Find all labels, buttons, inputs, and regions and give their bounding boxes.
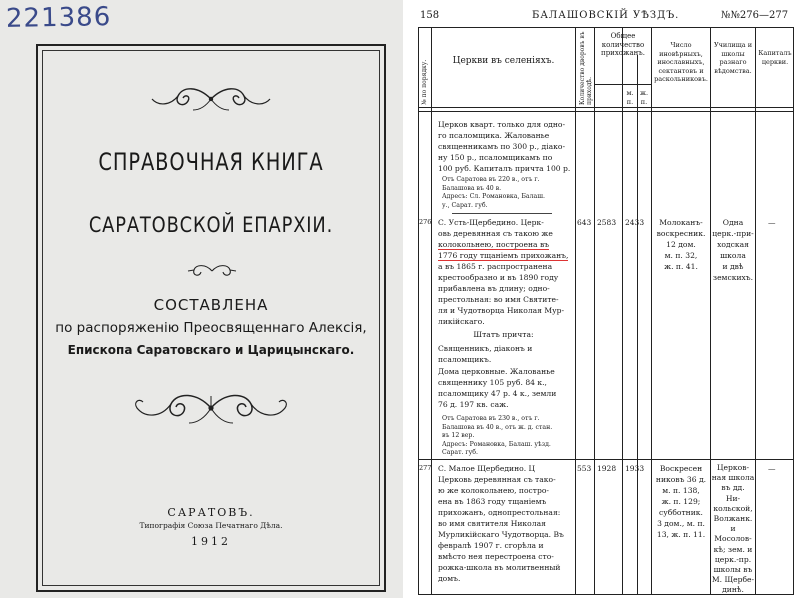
households-value: 553 — [577, 464, 592, 473]
text-line: ж. п. 129; — [661, 497, 701, 506]
text-line: субботник. — [659, 508, 703, 517]
schools-value — [711, 463, 755, 596]
text-line: Воскресен — [659, 464, 703, 473]
book-title-line1: СПРАВОЧНАЯ КНИГА — [98, 148, 324, 176]
text-line: Мурликійскаго Чудотворца. Въ — [438, 530, 564, 539]
col-line — [651, 27, 652, 595]
text-line: ю же колокольнею, постро- — [438, 486, 549, 495]
text-line: го псаломщика. Жалованье — [438, 131, 550, 140]
dissenters-value — [653, 217, 709, 272]
text-line: псаломщику 47 р. 4 к., земли — [438, 389, 557, 398]
col-line — [755, 27, 756, 595]
text-line: церк.-пр. — [714, 554, 752, 564]
text-line: динѣ. — [722, 585, 744, 595]
text-line: Балашова въ 40 в. — [442, 184, 502, 192]
entry-number: 277 — [419, 464, 432, 472]
col-line — [594, 27, 595, 595]
book-title-line2: САРАТОВСКОЙ ЕПАРХІИ. — [88, 213, 334, 237]
text-line: Одна — [722, 218, 744, 227]
text-line: воскресник. — [656, 229, 706, 238]
text-line: школа — [720, 251, 746, 260]
text-line: ж. п. 41. — [664, 262, 698, 271]
text-line: въ 12 вер. — [442, 432, 475, 439]
text-line: ная школа — [711, 473, 755, 483]
running-title: БАЛАШОВСКІЙ УѢЗДЪ. — [532, 10, 680, 21]
page-number: 158 — [420, 10, 440, 21]
text-line: Балашова въ 40 в., отъ ж. д. стан. — [442, 423, 553, 431]
text-line: у., Сарат. губ. — [442, 201, 488, 209]
text-line: Адресъ: Сл. Романовка, Балаш. — [442, 193, 545, 200]
text-line: во имя святителя Николая — [438, 519, 546, 528]
col-header-churches: Церкви въ селеніяхъ. — [452, 56, 555, 66]
col-header-female: ж. п. — [639, 89, 649, 106]
text-line: Отъ Саратова въ 220 в., отъ г. — [442, 176, 540, 183]
text-line: Волжанк. — [713, 514, 753, 524]
text-line: престольная: во имя Святите- — [438, 295, 559, 304]
text-line: Молоканъ- — [659, 218, 703, 227]
text-line: школы въ — [713, 565, 753, 575]
col-header-capital: Капиталъ церкви. — [758, 49, 792, 66]
text-line: Адресъ: Романовка, Балаш. уѣзд. — [442, 440, 551, 448]
entry-number: 276 — [419, 218, 432, 226]
entry-276-small — [442, 415, 574, 458]
col-line — [575, 27, 576, 595]
text-line: С. Малое Щербедино. Ц — [438, 464, 536, 473]
text-line: Дома церковные. Жалованье — [438, 367, 555, 376]
text-line: псаломщикъ. — [438, 355, 492, 364]
header-rule-double — [418, 111, 794, 112]
col-header-male: м. п. — [626, 89, 634, 106]
text-line: въ дд. — [721, 483, 745, 493]
households-value: 643 — [577, 218, 592, 227]
text-line: Священникъ, діаконъ и — [438, 344, 533, 353]
parish-table — [418, 27, 794, 595]
text-line: кѣ; зем. и — [713, 544, 753, 554]
col-header-dissenters: Число иновѣрныхъ, инославныхъ, сектантовъ и раскольниковъ. — [654, 41, 708, 83]
text-line: а въ 1865 г. распространена — [438, 262, 553, 271]
text-line: ликійскаго. — [438, 317, 485, 326]
male-value: 2583 — [597, 218, 617, 227]
entry-separator — [452, 213, 552, 214]
text-line: ена въ 1863 году тщаніемъ — [438, 497, 547, 506]
text-line: колокольнею, построена въ — [438, 240, 550, 249]
text-line: февралѣ 1907 г. сгорѣла и — [438, 541, 544, 550]
text-line: ходская — [717, 240, 749, 249]
col-line — [622, 27, 623, 595]
col-header-number: № по порядку. — [421, 59, 428, 105]
text-line: Ни- — [725, 493, 741, 503]
schools-value — [711, 217, 755, 283]
text-line: 76 д. 197 кв. саж. — [438, 400, 509, 409]
text-line: м. п. 138, — [662, 486, 700, 495]
col-header-households: Количество дворовъ въ приходѣ. — [579, 31, 593, 105]
text-line: священникамъ по 300 р., діако- — [438, 142, 566, 151]
publication-year: 1912 — [191, 535, 231, 548]
composed-label: СОСТАВЛЕНА — [153, 296, 269, 314]
male-value: 1928 — [597, 464, 617, 473]
staff-block — [438, 343, 574, 365]
entry-276-text — [438, 217, 574, 327]
text-line: рожка-школа въ молитвенный — [438, 563, 561, 572]
text-line: Сарат. губ. — [442, 449, 479, 456]
text-line: и Мосолов- — [714, 524, 752, 544]
subheader-rule — [594, 84, 651, 85]
houses-block — [438, 366, 574, 410]
bishop-line: Епископа Саратовскаго и Царицынскаго. — [67, 343, 355, 357]
text-line: прихожанъ, однопрестольная: — [438, 508, 561, 517]
text-line: домъ. — [438, 574, 461, 583]
text-line: м. п. 32, — [664, 251, 698, 260]
text-line: церк.-при- — [712, 229, 754, 238]
text-line: С. Усть-Щербедино. Церк- — [438, 218, 544, 227]
col-line — [637, 55, 638, 595]
female-value: 1933 — [625, 464, 645, 473]
entry-range: №№276—277 — [721, 10, 789, 21]
female-value: 2433 — [625, 218, 645, 227]
dissenters-value — [653, 463, 709, 540]
text-line: 1776 году тщаніемъ прихожанъ, — [438, 251, 569, 260]
col-header-parishioners: Общее количество прихожанъ. — [601, 32, 645, 57]
text-line: крестообразно и въ 1890 году — [438, 273, 559, 282]
text-line: земскихъ. — [712, 273, 754, 282]
capital-value: — — [768, 464, 776, 473]
composed-by-line: по распоряженію Преосвященнаго Алексія, — [55, 320, 367, 336]
text-line: Отъ Саратова въ 230 в., отъ г. — [442, 415, 540, 422]
divider-ornament — [186, 264, 238, 278]
text-line: никовъ 36 д. — [655, 475, 707, 484]
text-line: прибавлена въ длину; одно- — [438, 284, 550, 293]
capital-value: — — [768, 218, 776, 227]
entry-separator — [418, 459, 794, 460]
text-line: ля и Чудотворца Николая Мур- — [438, 306, 565, 315]
staff-title: Штатъ причта: — [473, 330, 534, 339]
text-line: Церков- — [716, 463, 750, 472]
col-header-schools: Училища и школы разнаго вѣдомства. — [713, 41, 753, 75]
text-line: ну 150 р., псаломщикамъ по — [438, 153, 553, 162]
top-ornament — [148, 84, 274, 114]
bottom-ornament — [131, 388, 291, 428]
header-rule — [418, 107, 794, 108]
text-line — [438, 250, 574, 261]
text-line: священнику 105 руб. 84 к., — [438, 378, 547, 387]
top-block — [438, 119, 574, 174]
text-line: Церковь деревянная съ тако- — [438, 475, 556, 484]
printer-name: Типографія Союза Печатнаго Дѣла. — [139, 521, 283, 530]
col-line — [431, 27, 432, 595]
publication-city: САРАТОВЪ. — [167, 506, 255, 519]
text-line: 12 дом. — [666, 240, 696, 249]
text-line: Церков кварт. только для одно- — [438, 120, 566, 129]
text-line: М. Щербе- — [711, 575, 755, 585]
text-line: кольской, — [713, 503, 753, 513]
entry-277-text — [438, 463, 574, 584]
text-line: 100 руб. Капиталъ причта 100 р. — [438, 164, 571, 173]
text-line: и двѣ — [722, 262, 744, 271]
top-small-block — [442, 176, 574, 210]
text-line: вмѣсто нея перестроена сто- — [438, 552, 554, 561]
text-line: 13, ж. п. 11. — [656, 530, 706, 539]
text-line — [438, 239, 574, 250]
text-line: 3 дом., м. п. — [657, 519, 705, 528]
text-line: овь деревянная съ такою же — [438, 229, 553, 238]
library-stamp: 221386 — [5, 2, 112, 34]
